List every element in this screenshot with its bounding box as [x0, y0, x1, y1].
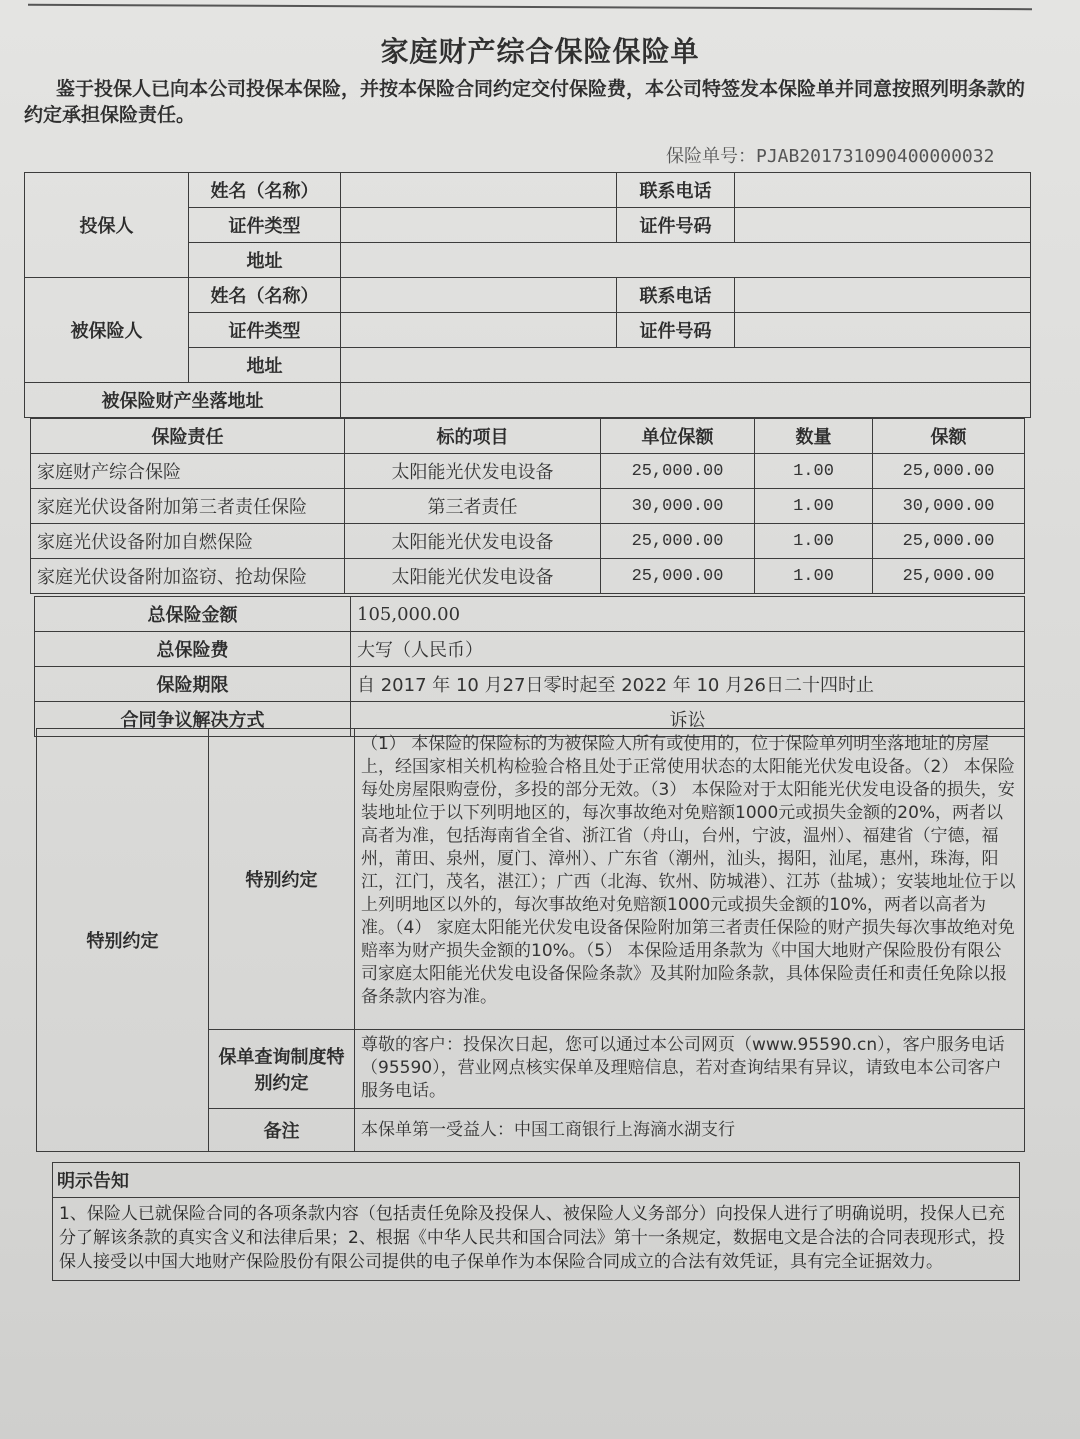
applicant-name-value [341, 173, 617, 208]
applicant-id-no-label: 证件号码 [617, 208, 735, 243]
policy-number-label: 保险单号： [666, 146, 756, 167]
applicant-phone-label: 联系电话 [617, 173, 735, 208]
remarks-text: 本保单第一受益人：中国工商银行上海滴水湖支行 [355, 1109, 1025, 1152]
page-top-rule [28, 4, 1032, 10]
period-row [35, 667, 1025, 702]
insured-row-name [25, 278, 1031, 313]
policy-number-value: PJAB201731090400000032 [756, 146, 995, 167]
applicant-address-value [341, 243, 1031, 278]
property-address-label: 被保险财产坐落地址 [25, 383, 341, 418]
period-label: 保险期限 [35, 667, 351, 702]
dispute-label: 合同争议解决方式 [35, 702, 351, 737]
applicant-id-type-value [341, 208, 617, 243]
insured-section-label: 被保险人 [25, 278, 189, 383]
special-terms-row [37, 729, 1025, 1030]
coverage-table [30, 418, 1025, 594]
coverage-unit-amount: 25,000.00 [601, 559, 755, 594]
coverage-quantity: 1.00 [755, 524, 873, 559]
total-premium-value: 大写（人民币） [351, 632, 1025, 667]
notice-box [52, 1162, 1020, 1281]
coverage-liability: 家庭光伏设备附加盗窃、抢劫保险 [31, 559, 345, 594]
insured-id-no-label: 证件号码 [617, 313, 735, 348]
total-premium-row [35, 632, 1025, 667]
intro-paragraph: 鉴于投保人已向本公司投保本保险，并按本保险合同约定交付保险费，本公司特签发本保险单并同意按照列明条款的约定承担保险责任。 [24, 78, 1026, 126]
coverage-liability: 家庭光伏设备附加第三者责任保险 [31, 489, 345, 524]
notice-text: 1、保险人已就保险合同的各项条款内容（包括责任免除及投保人、被保险人义务部分）向投保人进行了明确说明，投保人已充分了解该条款的真实含义和法律后果；2、根据《中华人民共和国合同法》第十一条规定，数据电文是合法的合同表现形式，投保人接受以中国大地财产保险股份有限公司提供的电子保单作为本保险合同成立的合法有效凭证，具有完全证据效力。 [59, 1204, 1005, 1272]
property-address-value [341, 383, 1031, 418]
property-address-row [25, 383, 1031, 418]
total-premium-label: 总保险费 [35, 632, 351, 667]
special-terms-table [36, 728, 1025, 1152]
parties-table [24, 172, 1031, 418]
coverage-quantity: 1.00 [755, 454, 873, 489]
total-amount-value: 105,000.00 [351, 597, 1025, 632]
coverage-header-amount: 保额 [873, 419, 1025, 454]
insured-address-label: 地址 [189, 348, 341, 383]
insured-phone-value [735, 278, 1031, 313]
coverage-quantity: 1.00 [755, 489, 873, 524]
period-value: 自 2017 年 10 月27日零时起至 2022 年 10 月26日二十四时止 [351, 667, 1025, 702]
coverage-amount: 25,000.00 [873, 454, 1025, 489]
coverage-header-row [31, 419, 1025, 454]
document-title: 家庭财产综合保险保险单 [380, 35, 700, 68]
summary-table [34, 596, 1025, 737]
insured-id-no-value [735, 313, 1031, 348]
coverage-header-liability: 保险责任 [31, 419, 345, 454]
coverage-row [31, 559, 1025, 594]
insured-phone-label: 联系电话 [617, 278, 735, 313]
insured-id-type-value [341, 313, 617, 348]
applicant-phone-value [735, 173, 1031, 208]
coverage-unit-amount: 25,000.00 [601, 454, 755, 489]
coverage-amount: 30,000.00 [873, 489, 1025, 524]
insured-id-type-label: 证件类型 [189, 313, 341, 348]
coverage-quantity: 1.00 [755, 559, 873, 594]
policy-number [666, 142, 994, 168]
coverage-unit-amount: 30,000.00 [601, 489, 755, 524]
special-terms-text: （1） 本保险的保险标的为被保险人所有或使用的，位于保险单列明坐落地址的房屋上，经国家相关机构检验合格且处于正常使用状态的太阳能光伏发电设备。（2） 本保险每处房屋限购壹份，多投的部分无效。（3） 本保险对于太阳能光伏发电设备的损失，安装地址位于以下列明地区的，每次事故绝对免赔额1000元或损失金额的20%，两者以高者为准，包括海南省全省、浙江省（舟山，台州，宁波，温州）、福建省（宁德，福州，莆田、泉州，厦门、漳州）、广东省（潮州，汕头，揭阳，汕尾，惠州，珠海，阳江，江门，茂名，湛江）；广西（北海、钦州、防城港）、江苏（盐城）；安装地址位于以上列明地区以外的，每次事故绝对免赔额1000元或损失金额的10%，两者以高者为准。（4） 家庭太阳能光伏发电设备保险附加第三者责任保险的财产损失每次事故绝对免赔率为财产损失金额的10%。（5） 本保险适用条款为《中国大地财产保险股份有限公司家庭太阳能光伏发电设备保险条款》及其附加险条款，具体保险责任和责任免除以报备条款内容为准。 [355, 729, 1025, 1030]
query-terms-label: 保单查询制度特别约定 [209, 1030, 355, 1109]
total-amount-row [35, 597, 1025, 632]
applicant-section-label: 投保人 [25, 173, 189, 278]
remarks-label: 备注 [209, 1109, 355, 1152]
query-terms-text: 尊敬的客户：投保次日起，您可以通过本公司网页（www.95590.cn），客户服务电话（95590），营业网点核实保单及理赔信息，若对查询结果有异议，请致电本公司客户服务电话。 [355, 1030, 1025, 1109]
special-outer-label: 特别约定 [37, 729, 209, 1152]
total-amount-label: 总保险金额 [35, 597, 351, 632]
coverage-subject: 第三者责任 [345, 489, 601, 524]
notice-label: 明示告知 [53, 1163, 1019, 1198]
coverage-header-quantity: 数量 [755, 419, 873, 454]
insured-name-value [341, 278, 617, 313]
insured-name-label: 姓名（名称） [189, 278, 341, 313]
applicant-id-no-value [735, 208, 1031, 243]
coverage-subject: 太阳能光伏发电设备 [345, 524, 601, 559]
coverage-row [31, 489, 1025, 524]
coverage-amount: 25,000.00 [873, 559, 1025, 594]
applicant-name-label: 姓名（名称） [189, 173, 341, 208]
dispute-value: 诉讼 [351, 702, 1025, 737]
coverage-subject: 太阳能光伏发电设备 [345, 454, 601, 489]
coverage-row [31, 454, 1025, 489]
coverage-header-subject: 标的项目 [345, 419, 601, 454]
coverage-liability: 家庭财产综合保险 [31, 454, 345, 489]
applicant-row-name [25, 173, 1031, 208]
coverage-unit-amount: 25,000.00 [601, 524, 755, 559]
applicant-address-label: 地址 [189, 243, 341, 278]
coverage-subject: 太阳能光伏发电设备 [345, 559, 601, 594]
applicant-id-type-label: 证件类型 [189, 208, 341, 243]
special-terms-label: 特别约定 [209, 729, 355, 1030]
coverage-amount: 25,000.00 [873, 524, 1025, 559]
coverage-liability: 家庭光伏设备附加自燃保险 [31, 524, 345, 559]
coverage-row [31, 524, 1025, 559]
insured-address-value [341, 348, 1031, 383]
coverage-header-unit-amount: 单位保额 [601, 419, 755, 454]
